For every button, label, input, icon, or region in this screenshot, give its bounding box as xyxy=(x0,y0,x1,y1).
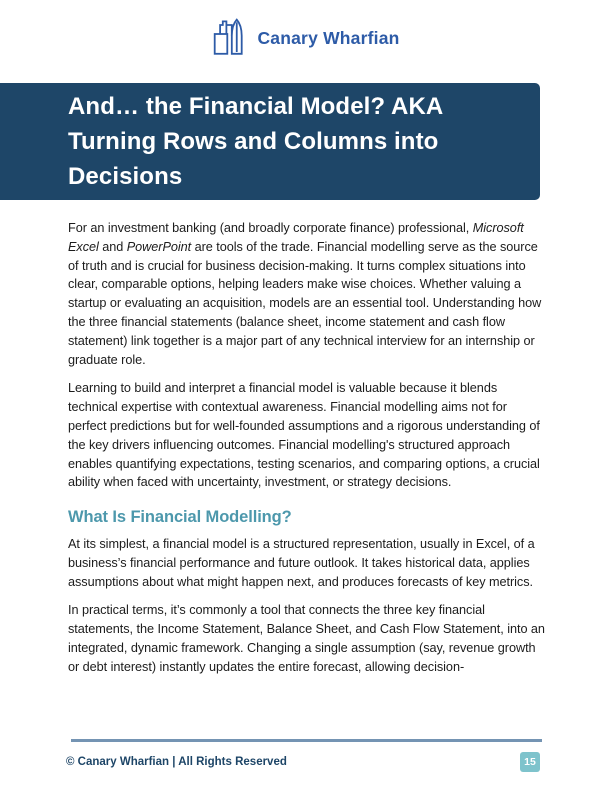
paragraph-why-valuable: Learning to build and interpret a financial model is valuable because it blends technical expertise with contextual awareness. Financial modelling aims not for perfect predictions but for well-founded assumptions and a rigorous understanding of the key drivers influencing outcomes. Financial modelling's structured approach enables quantifying expectations, testing scenarios, and comparing options, a crucial ability when faced with uncertainty, investment, or strategy decisions. xyxy=(68,381,540,490)
page-title-line: Decisions xyxy=(68,163,183,190)
page-title-line: And… the Financial Model? AKA xyxy=(68,93,444,120)
paragraph-practical-terms: In practical terms, it’s commonly a tool that connects the three key financial statements, the Income Statement, Balance Sheet, and Cash Flow Statement, into an integrated, dynamic framework. Changing a single assumption (say, revenue growth or debt interest) instantly updates the entire forecast, allowing decision- xyxy=(68,603,545,674)
body-content xyxy=(68,219,546,687)
copyright-text: © Canary Wharfian | All Rights Reserved xyxy=(66,756,287,768)
italic-term: PowerPoint xyxy=(126,239,192,254)
page-number-badge: 15 xyxy=(520,752,540,772)
paragraph-intro xyxy=(68,219,546,369)
title-banner xyxy=(0,83,540,200)
paragraph-text: are tools of the trade. Financial modelling serve as the source of truth and is crucial for business decision-making. It turns complex situations into clear, comparable options, helping leaders make wise choices. Whether valuing a startup or evaluating an acquisition, models are an essential tool. Understanding how the three financial statements (balance sheet, income statement and cash flow statement) link together is a major part of any technical interview for an internship or graduate role. xyxy=(68,239,542,367)
italic-term: Microsoft Excel xyxy=(68,221,524,254)
footer-divider xyxy=(71,739,542,742)
paragraph-text: For an investment banking (and broadly corporate finance) professional, xyxy=(68,221,473,235)
paragraph-definition: At its simplest, a financial model is a structured representation, usually in Excel, of a business’s financial performance and future outlook. It takes historical data, applies assumptions about what might happen next, and produces forecasts of key metrics. xyxy=(68,536,535,589)
canary-wharf-buildings-icon xyxy=(212,16,248,61)
page-title-line: Turning Rows and Columns into xyxy=(68,128,439,155)
brand-logo xyxy=(0,16,612,61)
footer xyxy=(66,751,540,773)
section-heading: What Is Financial Modelling? xyxy=(68,508,292,527)
brand-name: Canary Wharfian xyxy=(257,28,400,48)
paragraph-text: and xyxy=(98,239,127,254)
